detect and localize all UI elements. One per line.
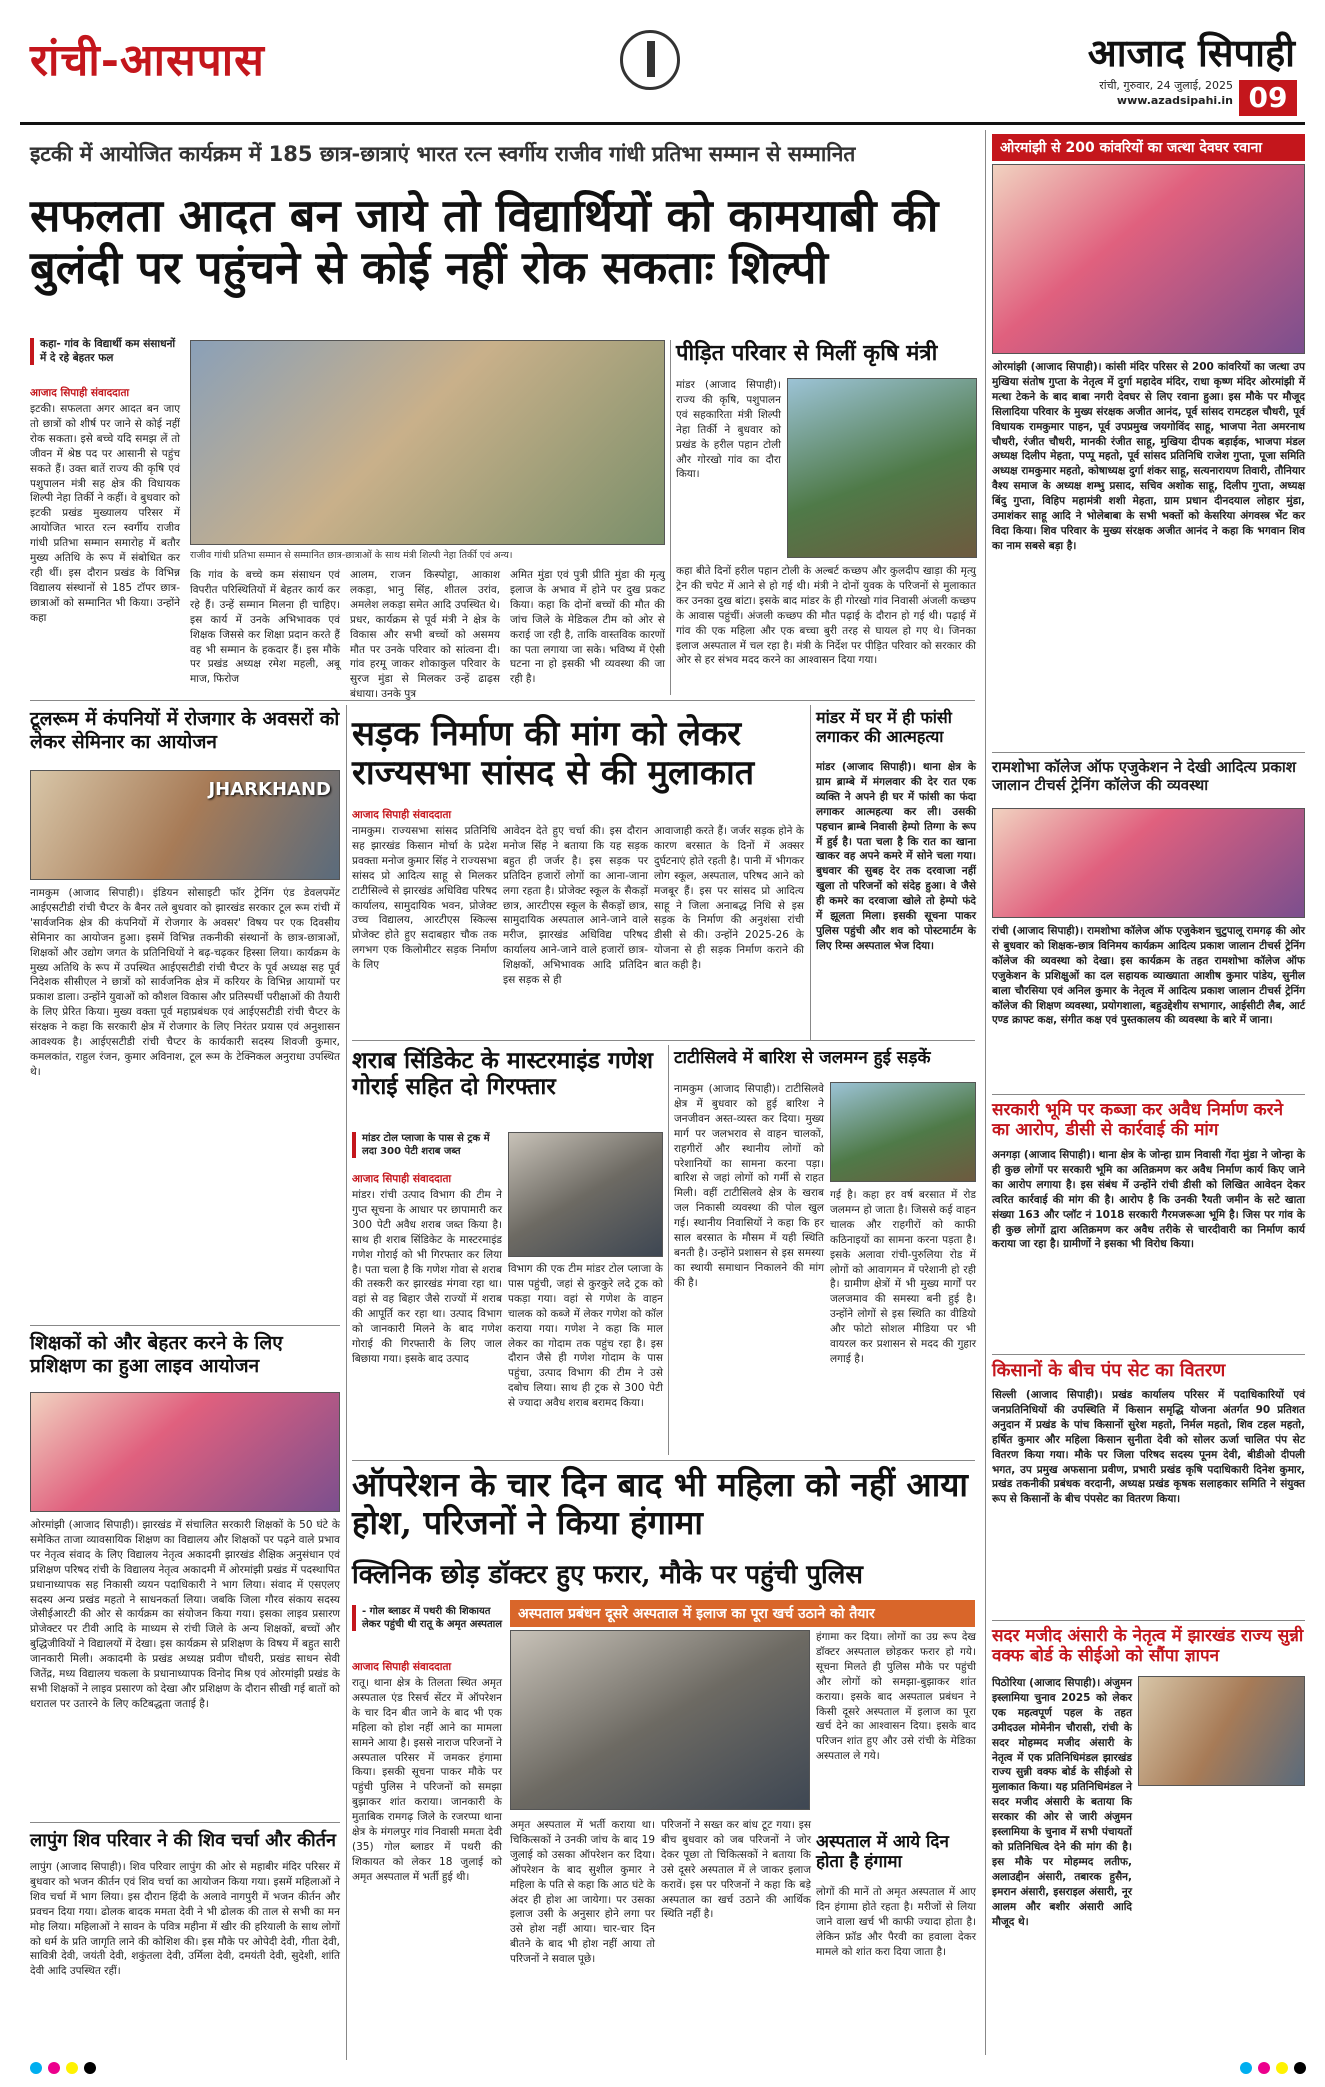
black-dot — [84, 2062, 96, 2074]
operation-body-col3: परिजनों ने सख्त कर बांध टूट गया। इस बीच बुधवार को जब परिजनों ने जोर देकर पूछा तो चिकित्सकों ने बताया कि उसे दूसरे अस्पताल में ले जाकर इलाज करावें। इस पर परिजनों ने कहा कि बड़े अस्पताल का खर्च उठाने की आर्थिक स्थिति नहीं है। — [661, 1819, 811, 1921]
lead-body-col3: आलम, राजन किस्पोट्टा, आकाश लकड़ा, भानु सिंह, शीतल उरांव, अमलेश लकड़ा समेत आदि उपस्थित थे। प्रधर, कार्यक्रम से पूर्व मंत्री ने क्षेत्र के विकास और सभी बच्चों को असमय मौत पर उनके परिवार को सांत्वना दी। गांव हरमू जाकर शोकाकुल परिवार के सुरज मुंडा से मिलकर उन्हें ढाढ़स बंधाया। उनके पुत्र — [350, 569, 500, 701]
operation-body-col2: अमृत अस्पताल में भर्ती कराया था। चिकित्सकों ने उनकी जांच के बाद 19 जुलाई को उसका ऑपरेशन कर दिया। ऑपरेशन के बाद सुशील कुमार ने महिला के पति से कहा कि आठ घंटे के अंदर ही होश आ जायेगा। पर उसका इलाज उसी के अनुसार होने लगा पर उसे होश नहीं आया। चार-चार दिन बीतने के बाद भी होश नहीं आया तो परिजनों ने सवाल पूछे। — [510, 1819, 655, 1966]
waqf-body: पिठोरिया (आजाद सिपाही)। अंजुमन इस्लामिया चुनाव 2025 को लेकर एक महत्वपूर्ण पहल के तहत उमीदउल मोमेनीन चौरासी, रांची के सदर मोहम्मद मजीद अंसारी के नेतृत्व में एक प्रतिनिधिमंडल झारखंड राज्य सुन्नी वक्फ बोर्ड के सीईओ से मुलाकात किया। यह प्रतिनिधिमंडल ने सदर मजीद अंसारी के बताया कि सरकार की ओर से जारी अंजुमन इस्लामिया के चुनाव में सभी पंचायतों को प्रतिनिधित्व देने की मांग की है। इस मौके पर मोहम्मद लतीफ, अलाउद्दीन अंसारी, तबारक हुसैन, इमरान अंसारी, इसराइल अंसारी, नूर आलम और बशीर अंसारी आदि मौजूद थे। — [992, 1677, 1132, 1928]
right-column-divider — [985, 130, 986, 2055]
section-rule — [992, 1094, 1305, 1095]
print-registration-marks-right — [1240, 2062, 1306, 2074]
operation-pull-quote: - गोल ब्लाडर में पथरी की शिकायत लेकर पहुंची थी रातू के अमृत अस्पताल — [352, 1605, 502, 1631]
divider — [670, 340, 671, 695]
toolroom-headline: टूलरूम में कंपनियों में रोजगार के अवसरों को लेकर सेमिनार का आयोजन — [30, 708, 340, 753]
seminar-photo — [30, 770, 340, 880]
black-dot — [1294, 2062, 1306, 2074]
magenta-dot — [48, 2062, 60, 2074]
krishi-body-col1: मांडर (आजाद सिपाही)। राज्य की कृषि, पशुपालन एवं सहकारिता मंत्री शिल्पी नेहा तिर्की ने बुधवार को प्रखंड के हरील पहान टोली और गोरखो गांव का दौरा किया। — [676, 379, 781, 481]
magenta-dot — [1258, 2062, 1270, 2074]
training-photo — [30, 1392, 340, 1512]
college-visit-photo — [992, 808, 1305, 918]
waterlogging-headline: टाटीसिलवे में बारिश से जलमग्न हुई सड़कें — [674, 1048, 931, 1068]
banner-text: JHARKHAND — [208, 779, 331, 800]
lead-byline: आजाद सिपाही संवाददाता — [30, 387, 130, 399]
pumpset-body: सिल्ली (आजाद सिपाही)। प्रखंड कार्यालय परिसर में पदाधिकारियों एवं जनप्रतिनिधियों की उपस्थिति में किसान समृद्धि योजना अंतर्गत 90 प्रतिशत अनुदान में प्रखंड के पांच किसानों सुरेश महतो, निर्मल महतो, शिव टहल महतो, हर्षित कुमार और महिला किसान सुनीता देवी को सोलर ऊर्जा चालित पंप सेट वितरण किया गया। मौके पर जिला परिषद सदस्य पूनम देवी, बीडीओ दीपली भगत, उप प्रमुख अफसाना प्रवीण, प्रभारी प्रखंड कृषि पदाधिकारी दिनेश कुमार, प्रखंड तकनीकी प्रबंधक वरदानी, अध्यक्ष प्रखंड कृषक सलाहकार समिति ने संयुक्त रूप से किसानों के बीच पंपसेट का वितरण किया। — [992, 1389, 1305, 1506]
issue-date: रांची, गुरुवार, 24 जुलाई, 2025 — [1099, 79, 1233, 92]
arrested-person-photo — [508, 1132, 663, 1257]
krishi-headline: पीड़ित परिवार से मिलीं कृषि मंत्री — [676, 340, 938, 366]
lapung-headline: लापुंग शिव परिवार ने की शिव चर्चा और कीर्तन — [30, 1830, 336, 1851]
section-title: रांची-आसपास — [30, 35, 265, 86]
operation-headline: ऑपरेशन के चार दिन बाद भी महिला को नहीं आया होश, परिजनों ने किया हंगामा — [352, 1465, 968, 1542]
hospital-box-body: लोगों की मानें तो अमृत अस्पताल में आए दिन हंगामा होते रहता है। मरीजों से लिया जाने वाला खर्च भी काफी ज्यादा होता है। लेकिन फ्रॉड और पैरवी का हवाला देकर मामले को शांत करा दिया जाता है। — [816, 1886, 976, 1958]
lead-body-col4: अमित मुंडा एवं पुत्री प्रीति मुंडा की मृत्यु इलाज के अभाव में होने पर दुख प्रकट किया। कहा कि दोनों बच्चों की मौत की जांच जिले के मेडिकल टीम को ओर से कराई जा रही है, ताकि वास्तविक कारणों का पता लगाया जा सके। भविष्य में ऐसी घटना ना हो इसकी भी व्यवस्था की जा रही है। — [510, 569, 665, 686]
operation-banner: अस्पताल प्रबंधन दूसरे अस्पताल में इलाज का पूरा खर्च उठाने को तैयार — [510, 1600, 975, 1627]
lead-body-col2: कि गांव के बच्चे कम संसाधन एवं विपरीत परिस्थितियों में बेहतर कार्य कर रहे हैं। उन्हें सम्मान मिलना ही चाहिए। इस कार्य में उनके अभिभावक एवं शिक्षक जिससे कर शिक्षा प्रदान करते हैं वह भी सम्मान के हकदार हैं। इस मौके पर प्रखंड अध्यक्ष रमेश महली, अबू माज, फिरोज — [190, 569, 340, 686]
waterlogging-body-col1: नामकुम (आजाद सिपाही)। टाटीसिलवे क्षेत्र में बुधवार को हुई बारिश ने जनजीवन अस्त-व्यस्त कर दिया। मुख्य मार्ग पर जलभराव से वाहन चालकों, राहगीरों और स्थानीय लोगों को परेशानियों का सामना करना पड़ा। बारिश से जहां लोगों को गर्मी से राहत मिली। वहीं टाटीसिलवे क्षेत्र के खराब जल निकासी व्यवस्था की पोल खुल गई। स्थानीय निवासियों ने कहा कि हर साल बरसात के मौसम में यही स्थिति बनती है। उन्होंने प्रशासन से इस समस्या का स्थायी समाधान निकालने की मांग की है। — [674, 1083, 824, 1289]
award-photo-caption: राजीव गांधी प्रतिभा सम्मान से सम्मानित छात्र-छात्राओं के साथ मंत्री शिल्पी नेहा तिर्की एवं अन्य। — [190, 550, 513, 561]
section-rule — [352, 1040, 975, 1041]
hospital-protest-photo — [510, 1630, 810, 1810]
lead-body-col1: इटकी। सफलता अगर आदत बन जाए तो छात्रों को शीर्ष पर जाने से कोई नहीं रोक सकता। इसे बच्चे यदि समझ लें तो जीवन में श्रेष्ठ पद पर आसानी से पहुंच सकते हैं। उक्त बातें राज्य की कृषि एवं पशुपालन मंत्री सह क्षेत्र की विधायक शिल्पी नेहा तिर्की ने कहीं। वे बुधवार को इटकी प्रखंड मुख्यालय परिसर में आयोजित भारत रत्न स्वर्गीय राजीव गांधी प्रतिभा सम्मान समारोह में बतौर मुख्य अतिथि के रूप में संबोधित कर रही थीं। इस दौरान प्रखंड के विभिन्न विद्यालय संस्थानों से 185 टॉपर छात्र-छात्राओं को सम्मानित भी किया। उन्होंने कहा — [30, 403, 180, 624]
land-encroachment-body: अनगड़ा (आजाद सिपाही)। थाना क्षेत्र के जोन्हा ग्राम निवासी गेंदा मुंडा ने जोन्हा के ही कुछ लोगों पर सरकारी भूमि का अतिक्रमण कर अवैध निर्माण कार्य किए जाने का आरोप लगाया है। इस संबंध में उन्होंने रांची डीसी को लिखित आवेदन देकर त्वरित कार्रवाई की मांग की है। आरोप है कि उनकी रैयती जमीन के सटे खाता संख्या 163 और प्लॉट नं 1018 सरकारी गैरमजरूआ भूमि है। जिस पर गांव के ही कुछ लोगों द्वारा अतिक्रमण कर अवैध तरीके से चारदीवारी का निर्माण कार्य कराया जा रहा है। ग्रामीणों ने इसका भी विरोध किया। — [992, 1149, 1305, 1251]
flooded-road-photo — [830, 1082, 976, 1182]
toolroom-body: नामकुम (आजाद सिपाही)। इंडियन सोसाइटी फॉर ट्रेनिंग एंड डेवलपमेंट आईएसटीडी रांची चैप्टर के बैनर तले बुधवार को झारखंड सरकार टूल रूम रांची में 'सार्वजनिक क्षेत्र की कंपनियों में रोजगार के अवसर' विषय पर एक दिवसीय सेमिनार का आयोजन हुआ। इसमें विभिन्न तकनीकी संस्थानों के छात्र-छात्राओं, शिक्षकों और उद्योग जगत के प्रतिनिधियों ने बढ़-चढ़कर हिस्सा लिया। कार्यक्रम के मुख्य अतिथि के रूप में उपस्थित आईएसटीडी रांची चैप्टर के पूर्व अध्यक्ष सह पूर्व निदेशक सीसीएल ने छात्रों को सार्वजनिक क्षेत्र में करियर के विभिन्न आयामों पर प्रकाश डाला। उन्होंने युवाओं को कौशल विकास और प्रतिस्पर्धी परीक्षाओं की तैयारी के लिए प्रेरित किया। मुख्य वक्ता पूर्व महाप्रबंधक एवं आईएसटीडी रांची चैप्टर के संरक्षक ने कहा कि सरकारी क्षेत्र में रोजगार के लिए निरंतर प्रयास एवं अनुशासन आवश्यक है। आईएसटीडी रांची चैप्टर के कार्यकारी सदस्य शिवजी कुमार, कमलकांत, राहुल रंजन, कुमार अविनाश, टूल रूम के टेक्निकल अनुराधा उपस्थित थे। — [30, 887, 340, 1078]
minister-meeting-photo — [787, 378, 977, 558]
kanwar-group-photo — [992, 164, 1305, 354]
page-number: 09 — [1239, 80, 1297, 116]
lead-kicker: इटकी में आयोजित कार्यक्रम में 185 छात्र-छात्राएं भारत रत्न स्वर्गीय राजीव गांधी प्रतिभा सम्मान से सम्मानित — [30, 142, 856, 166]
liquor-headline: शराब सिंडिकेट के मास्टरमाइंड गणेश गोराई सहित दो गिरफ्तार — [352, 1047, 654, 1101]
liquor-pull-quote: मांडर टोल प्लाजा के पास से ट्रक में लदा 300 पेटी शराब जब्त — [352, 1132, 502, 1158]
lead-headline: सफलता आदत बन जाये तो विद्यार्थियों को कामयाबी की बुलंदी पर पहुंचने से कोई नहीं रोक सकताः शिल्पी — [30, 189, 939, 294]
cyan-dot — [30, 2062, 42, 2074]
section-rule — [992, 752, 1305, 753]
road-byline: आजाद सिपाही संवाददाता — [352, 809, 452, 821]
operation-body-col4: हंगामा कर दिया। लोगों का उग्र रूप देख डॉक्टर अस्पताल छोड़कर फरार हो गये। सूचना मिलते ही पुलिस मौके पर पहुंची और लोगों को समझा-बुझाकर शांत कराया। इसके बाद अस्पताल प्रबंधन ने किसी दूसरे अस्पताल में इलाज का पूरा खर्च देने का आश्वासन दिया। इसके बाद परिजन शांत हुए और उसे रांची के मेडिका अस्पताल ले गये। — [816, 1631, 976, 1763]
section-rule — [30, 1822, 340, 1823]
yellow-dot — [1276, 2062, 1288, 2074]
liquor-body-col2: विभाग की एक टीम मांडर टोल प्लाजा के पास पहुंची, जहां से कुरकुरे लदे ट्रक को पकड़ा गया। वहां से गणेश के वाहन चालक को कब्जे में लेकर गणेश को कॉल कराया गया। गणेश ने कहा कि माल लेकर का गोदाम तक पहुंच रहा है। इस दौरान जैसे ही गणेश गोदाम के पास पहुंचा, उत्पाद विभाग की टीम ने उसे दबोच लिया। साथ ही ट्रक से 300 पेटी से ज्यादा अवैध शराब बरामद किया। — [508, 1263, 663, 1410]
yellow-dot — [66, 2062, 78, 2074]
website-url[interactable]: www.azadsipahi.in — [1116, 94, 1233, 107]
section-rule — [352, 1460, 975, 1461]
print-registration-marks — [30, 2062, 96, 2074]
college-headline: रामशोभा कॉलेज ऑफ एजुकेशन ने देखी आदित्य प्रकाश जालान टीचर्स ट्रेनिंग कॉलेज की व्यवस्था — [992, 758, 1296, 794]
lead-pull-quote: कहा- गांव के विद्यार्थी कम संसाधनों में दे रहे बेहतर फल — [30, 338, 180, 365]
divider — [346, 705, 347, 2060]
land-encroachment-headline: सरकारी भूमि पर कब्जा कर अवैध निर्माण करने का आरोप, डीसी से कार्रवाई की मांग — [992, 1100, 1284, 1141]
krishi-body-col2: कहा बीते दिनों हरील पहान टोली के अल्बर्ट कच्छप और कुलदीप खाड़ा की मृत्यु ट्रेन की चपेट में आने से हो गई थी। मंत्री ने दोनों युवक के परिजनों से मुलाकात कर उनका दुख बांटा। इसके बाद मांडर के ही गोरखो गांव निवासी अंजली कच्छप के आवास पहुंचीं। अंजली कच्छप की मौत पढ़ाई के दौरान हो गई थी। पढ़ाई में गांव की एक महिला और एक बच्चा बुरी तरह से घायल हो गए थे। जिनका इलाज अस्पताल में चल रहा है। मंत्री के निर्देश पर पीड़ित परिवार को सरकार की ओर से हर संभव मदद करने का आश्वासन दिया गया। — [676, 565, 976, 667]
divider — [668, 1045, 669, 1455]
section-rule — [992, 1354, 1305, 1355]
divider — [810, 705, 811, 1040]
kanwar-body: ओरमांझी (आजाद सिपाही)। कांसी मंदिर परिसर से 200 कांवरियों का जत्था उप मुखिया संतोष गुप्ता के नेतृत्व में दुर्गा महादेव मंदिर, राधा कृष्ण मंदिर ओरमांझी में मत्था टेकने के बाद बाबा नगरी देवघर से लिए रवाना हुआ। इस मौके पर मौजूद सिलादिया परिवार के मुख्य संरक्षक अजीत आनंद, पूर्व सांसद रामटहल चौधरी, पूर्व विधायक रामकुमार पाहन, पूर्व उपप्रमुख जयगोविंद साहू, भाजपा नेता अमरनाथ चौधरी, रंजीत चौधरी, मानकी रंजीत साहू, मुखिया दीपक बड़ाईक, भाजपा मंडल अध्यक्ष दिलीप मेहता, पप्पू महतो, पूर्व सांसद प्रतिनिधि राजेश गुप्ता, पूजा समिति अध्यक्ष रामकुमार महतो, कोषाध्यक्ष दुर्गा शंकर साहू, सत्यनारायण तिवारी, तौनियार वैश्य समाज के अध्यक्ष शम्भु प्रसाद, सचिव अशोक साहू, दिलीप गुप्ता, अध्यक्ष बिंदु गुप्ता, विहिप महामंत्री शशी मेहता, ग्राम प्रधान दीनदयाल लोहार मुंडा, उमाशंकर साहू आदि ने भोलेबाबा के सभी भक्तों को केसरिया अंगवस्त्र भेंट कर विदा किया। शिव परिवार के मुख्य संरक्षक अजीत आनंद ने कहा कि भगवान शिव का नाम सबसे बड़ा है। — [992, 361, 1305, 552]
hospital-box-title: अस्पताल में आये दिन होता है हंगामा — [816, 1832, 949, 1873]
section-rule — [30, 700, 975, 701]
pumpset-headline: किसानों के बीच पंप सेट का वितरण — [992, 1360, 1226, 1381]
section-rule — [30, 1325, 340, 1326]
college-body: रांची (आजाद सिपाही)। रामशोभा कॉलेज ऑफ एजुकेशन चुटुपालू रामगढ़ की ओर से बुधवार को शिक्षक-छात्र विनिमय कार्यक्रम आदित्य प्रकाश जालान टीचर्स ट्रेनिंग कॉलेज की व्यवस्था को देखा। इस कार्यक्रम के तहत रामशोभा कॉलेज ऑफ एजुकेशन के प्रशिक्षुओं का दल सहायक व्याख्याता आशीष कुमार पांडेय, सुनील बाला चौरसिया एवं अनिल कुमार के नेतृत्व में आदित्य प्रकाश जालान टीचर्स ट्रेनिंग कॉलेज की शिक्षण व्यवस्था, प्रयोगशाला, बहुउद्देशीय सभागार, आईसीटी लैब, आर्ट एण्ड क्राफ्ट कक्ष, संगीत कक्ष एवं पुस्तकालय की व्यवस्था के बारे में जाना। — [992, 925, 1305, 1027]
section-rule — [992, 1620, 1305, 1621]
road-body-col2: आवेदन देते हुए चर्चा की। इस दौरान मनोज सिंह ने बताया कि यह सड़क बहुत ही जर्जर है। इस सड़क पर प्रतिदिन हजारों लोगों का आना-जाना लगा रहता है। प्रोजेक्ट स्कूल के सैकड़ों छात्र, आरटीएस स्कूल के सैकड़ों छात्र, सामुदायिक अस्पताल आने-जाने वाले मरीज, झारखंड अधिविद्य परिषद कार्यालय आने-जाने वाले हजारों छात्र-शिक्षकों, अभिभावक आदि प्रतिदिन इस सड़क से ही — [503, 825, 648, 987]
liquor-byline: आजाद सिपाही संवाददाता — [352, 1173, 452, 1185]
waqf-headline: सदर मजीद अंसारी के नेतृत्व में झारखंड राज्य सुन्नी वक्फ बोर्ड के सीईओ को सौंपा ज्ञापन — [992, 1626, 1304, 1667]
waterlogging-body-col2: गई है। कहा हर वर्ष बरसात में रोड जलमग्न हो जाता है। जिससे कई वाहन चालक और राहगीरों को काफी कठिनाइयों का सामना करना पड़ता है। इसके अलावा रांची-पुरुलिया रोड में लोगों को आवागमन में परेशानी हो रही है। ग्रामीण क्षेत्रों में भी मुख्य मार्गों पर जलजमाव की समस्या बनी हुई है। उन्होंने लोगों से इस स्थिति का वीडियो और फोटो सोशल मीडिया पर भी वायरल कर प्रशासन से मदद की गुहार लगाई है। — [830, 1189, 976, 1365]
lapung-body: लापुंग (आजाद सिपाही)। शिव परिवार लापुंग की ओर से महाबीर मंदिर परिसर में बुधवार को भजन कीर्तन एवं शिव चर्चा का आयोजन किया गया। इसमें महिलाओं ने शिव चर्चा में भाग लिया। इस दौरान हिंदी के अलावे नागपुरी में भजन कीर्तन और प्रवचन दिया गया। ढोलक बादक ममता देवी ने भी ढोलक की ताल से सभी का मन मोह लिया। महिलाओं ने सावन के पवित्र महीना में खीर की हरियाली के साथ लोगों को धर्म के प्रति जागृति लाने की कोशिश की। इस मौके पर ओपेदी देवी, गीता देवी, सावित्री देवी, जयंती देवी, शकुंतला देवी, उर्मिला देवी, दमयंती देवी, सुदेशी, शांति देवी आदि उपस्थित रहीं। — [30, 1861, 340, 1978]
operation-byline: आजाद सिपाही संवाददाता — [352, 1661, 452, 1673]
kanwar-headline: ओरमांझी से 200 कांवरियों का जत्था देवघर रवाना — [992, 134, 1305, 161]
operation-subheadline: क्लिनिक छोड़ डॉक्टर हुए फरार, मौके पर पहुंची पुलिस — [352, 1560, 863, 1590]
liquor-body-col1: मांडर। रांची उत्पाद विभाग की टीम ने गुप्त सूचना के आधार पर छापामारी कर 300 पेटी अवैध शराब जब्त किया है। साथ ही शराब सिंडिकेट के मास्टरमाइंड गणेश गोराई को भी गिरफ्तार कर लिया है। पता चला है कि गणेश गोवा से शराब की तस्करी कर झारखंड मंगवा रहा था। वहां से वह बिहार जैसे राज्यों में शराब की आपूर्ति कर रहा था। उत्पाद विभाग को जानकारी मिलने के बाद गणेश गोराई की गिरफ्तारी के लिए जाल बिछाया गया। इसके बाद उत्पाद — [352, 1189, 502, 1365]
cyan-dot — [1240, 2062, 1252, 2074]
road-headline: सड़क निर्माण की मांग को लेकर राज्यसभा सांसद से की मुलाकात — [352, 714, 755, 794]
mandar-headline: मांडर में घर में ही फांसी लगाकर की आत्महत्या — [816, 708, 952, 747]
road-body-col3: आवाजाही करते हैं। जर्जर सड़क होने के कारण बरसात के दिनों में अक्सर दुर्घटनाएं होते रहती है। पानी में भीगकर लोग स्कूल, अस्पताल, परिषद आने को मजबूर हैं। इस पर सांसद प्रो आदित्य साहू ने जिला अनाबद्ध निधि से इस सड़क के निर्माण की अनुशंसा रांची डीसी से की। उन्होंने 2025-26 के योजना से ही सड़क निर्माण कराने की बात कही है। — [654, 825, 804, 972]
operation-body-col1: रातू। थाना क्षेत्र के तिलता स्थित अमृत अस्पताल एंड रिसर्च सेंटर में ऑपरेशन के चार दिन बीत जाने के बाद भी एक महिला को होश नहीं आने का मामला सामने आया है। इससे नाराज परिजनों ने अस्पताल परिसर में जमकर हंगामा किया। इसकी सूचना पाकर मौके पर पहुंची पुलिस ने परिजनों को समझा बुझाकर शांत कराया। जानकारी के मुताबिक रामगढ़ जिले के रजरप्पा थाना क्षेत्र के मंगलपुर गांव निवासी ममता देवी (35) गोल ब्लाडर में पथरी की शिकायत को लेकर 18 जुलाई को अमृत अस्पताल में भर्ती हुई थी। — [352, 1677, 502, 1883]
waqf-delegation-photo — [1138, 1676, 1305, 1786]
masthead-rule — [20, 122, 1305, 125]
pen-nib-logo-icon — [620, 30, 680, 90]
training-body: ओरमांझी (आजाद सिपाही)। झारखंड में संचालित सरकारी शिक्षकों के 50 घंटे के समेकित ताजा व्यावसायिक शिक्षण का विद्यालय और शिक्षकों पर पढ़ने वाले प्रभाव पर नेतृत्व संवाद के लिए विद्यालय नेतृत्व अकादमी झारखंड शैक्षिक अनुसंधान एवं प्रशिक्षण परिषद रांची के विद्यालय नेतृत्व अकादमी में ओरमांझी प्रखंड में पदस्थापित प्रधानाध्यापक सह निकासी व्ययन पदाधिकारी ने भाग लिया। संवाद में एसएलए सदस्य अन्य प्रखंड महतो ने साधनकर्ता लिया। जबकि जिला गौरव संकाय सदस्य जेसीईआरटी की ओर से कार्यक्रम का संयोजन किया गया। इसका लाइव प्रसारण प्रोजेक्टर पर टीवी आदि के माध्यम से रांची जिले के अन्य शिक्षकों, बच्चों और बुद्धिजीवियों ने विद्यालयों में देखा। इस कार्यक्रम से प्रशिक्षण के विषय में बहुत सारी जानकारी मिली। अकादमी के प्रखंड अध्यक्ष प्रवीण चौधरी, प्रखंड साधन सेवी जितेंद्र, मध्य विद्यालय चकला के प्रधानाध्यापक विनोद मिश्र एवं ओरमांझी प्रखंड के सभी शिक्षकों ने लाइव प्रसारण को देखा और प्रशिक्षण के दौरान सीखी गई बातों को धरातल पर उतारने के लिए कटिबद्धता जताई है। — [30, 1519, 340, 1710]
mandar-body: मांडर (आजाद सिपाही)। थाना क्षेत्र के ग्राम ब्राम्बे में मंगलवार की देर रात एक व्यक्ति ने अपने ही घर में फांसी का फंदा लगाकर आत्महत्या कर ली। उसकी पहचान ब्राम्बे निवासी हेम्पो तिग्गा के रूप में हुई है। पता चला है कि रात का खाना खाकर वह अपने कमरे में सोने चला गया। बुधवार की सुबह देर तक दरवाजा नहीं खुला तो परिजनों को संदेह हुआ। वे जैसे ही कमरे का दरवाजा खोले तो हेम्पो फंदे में झूलता मिला। इसकी सूचना पाकर पुलिस पहुंची और शव को पोस्टमार्टम के लिए रिम्स अस्पताल भेज दिया। — [816, 761, 976, 952]
newspaper-brand: आजाद सिपाही — [1087, 30, 1295, 75]
award-ceremony-photo — [190, 340, 665, 545]
road-body-col1: नामकुम। राज्यसभा सांसद प्रतिनिधि सह झारखंड किसान मोर्चा के प्रदेश प्रवक्ता मनोज कुमार सिंह ने राज्यसभा सांसद प्रो आदित्य साहू से मिलकर टाटीसिल्वे से झारखंड अधिविद्य परिषद कार्यालय, सामुदायिक भवन, प्रोजेक्ट उच्च विद्यालय, आरटीएस स्किल्स प्रोजेक्ट होते हुए सदाबहार चौक तक लगभग एक किलोमीटर सड़क निर्माण के लिए — [352, 825, 497, 972]
training-headline: शिक्षकों को और बेहतर करने के लिए प्रशिक्षण का हुआ लाइव आयोजन — [30, 1332, 283, 1377]
